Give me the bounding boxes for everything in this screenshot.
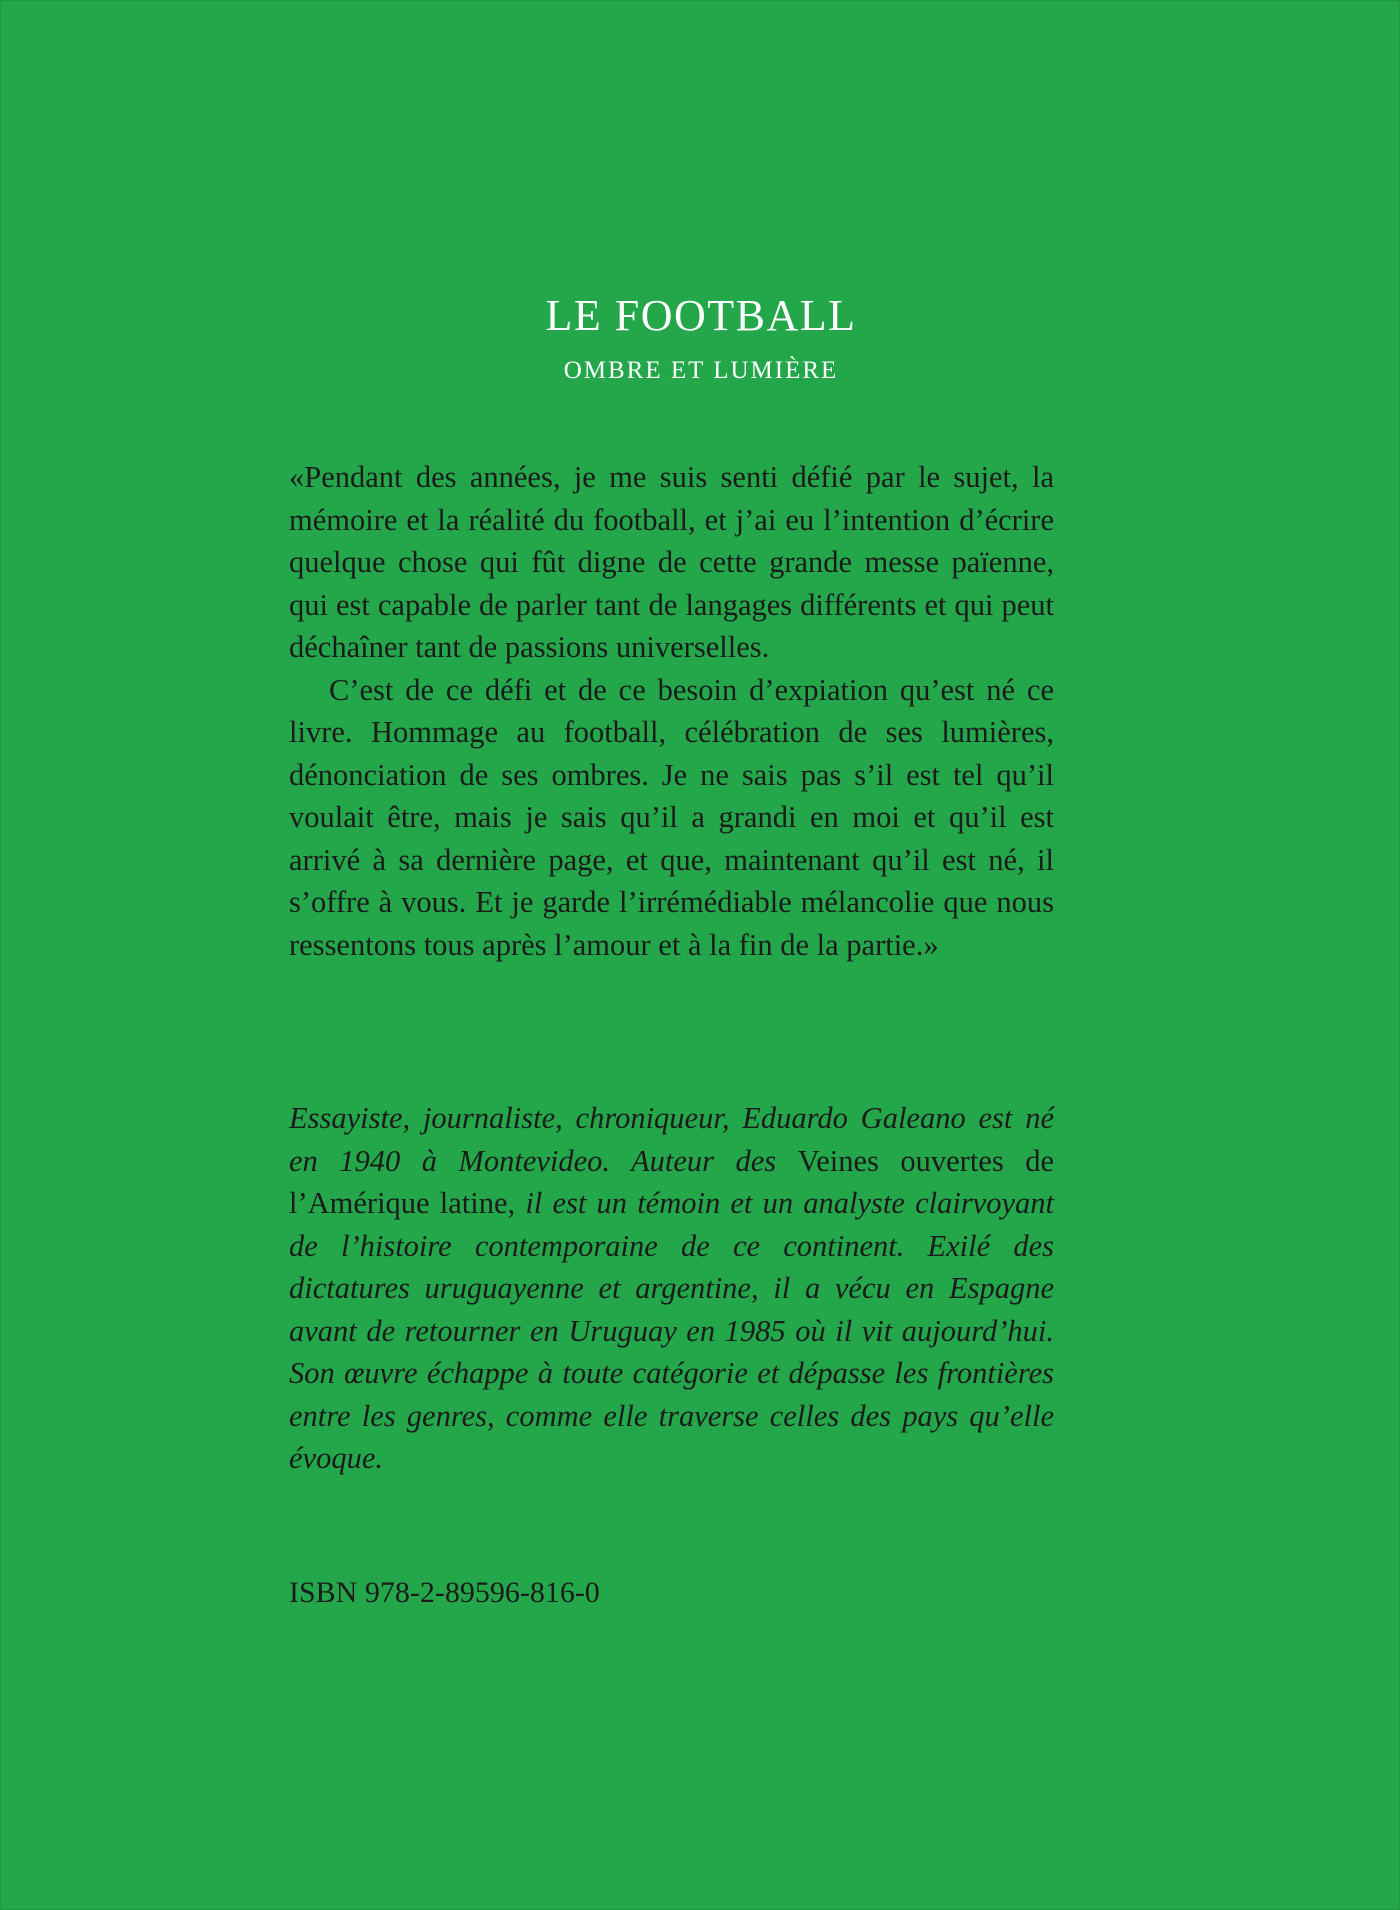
title-block [1, 291, 1400, 387]
quote-block [289, 456, 1054, 966]
quote-paragraph-2: C’est de ce défi et de ce besoin d’expiation qu’est né ce livre. Hommage au football, célébration de ses lumières, dénonciation de ses ombres. Je ne sais pas s’il est tel qu’il voulait être, mais je sais qu’il a grandi en moi et qu’il est arrivé à sa dernière page, et que, maintenant qu’il est né, il s’offre à vous. Et je garde l’irrémédiable mélancolie que nous ressentons tous après l’amour et à la fin de la partie.» [289, 672, 1054, 962]
author-bio-book-title: Veines ouvertes de l’Amérique latine, [289, 1143, 1054, 1220]
isbn: ISBN 978-2-89596-816-0 [289, 1576, 600, 1609]
author-bio-part-1: Essayiste, journaliste, chroniqueur, Eduardo Galeano est né en 1940 à Montevideo. Auteur des [289, 1101, 1054, 1178]
quote-paragraph-1: «Pendant des années, je me suis senti défié par le sujet, la mémoire et la réalité du football, et j’ai eu l’intention d’écrire quelque chose qui fût digne de cette grande messe païenne, qui est capable de parler tant de langages différents et qui peut déchaîner tant de passions universelles. [289, 460, 1054, 664]
author-bio [289, 1097, 1054, 1480]
author-bio-part-2: il est un témoin et un analyste clairvoyant de l’histoire contemporaine de ce continent. Exilé des dictatures uruguayenne et argentine, il a vécu en Espagne avant de retourner en Uruguay en 1985 où il vit aujourd’hui. Son œuvre échappe à toute catégorie et dépasse les frontières entre les genres, comme elle traverse celles des pays qu’elle évoque. [289, 1186, 1054, 1475]
book-subtitle: OMBRE ET LUMIÈRE [563, 357, 839, 384]
book-title: LE FOOTBALL [545, 291, 857, 340]
